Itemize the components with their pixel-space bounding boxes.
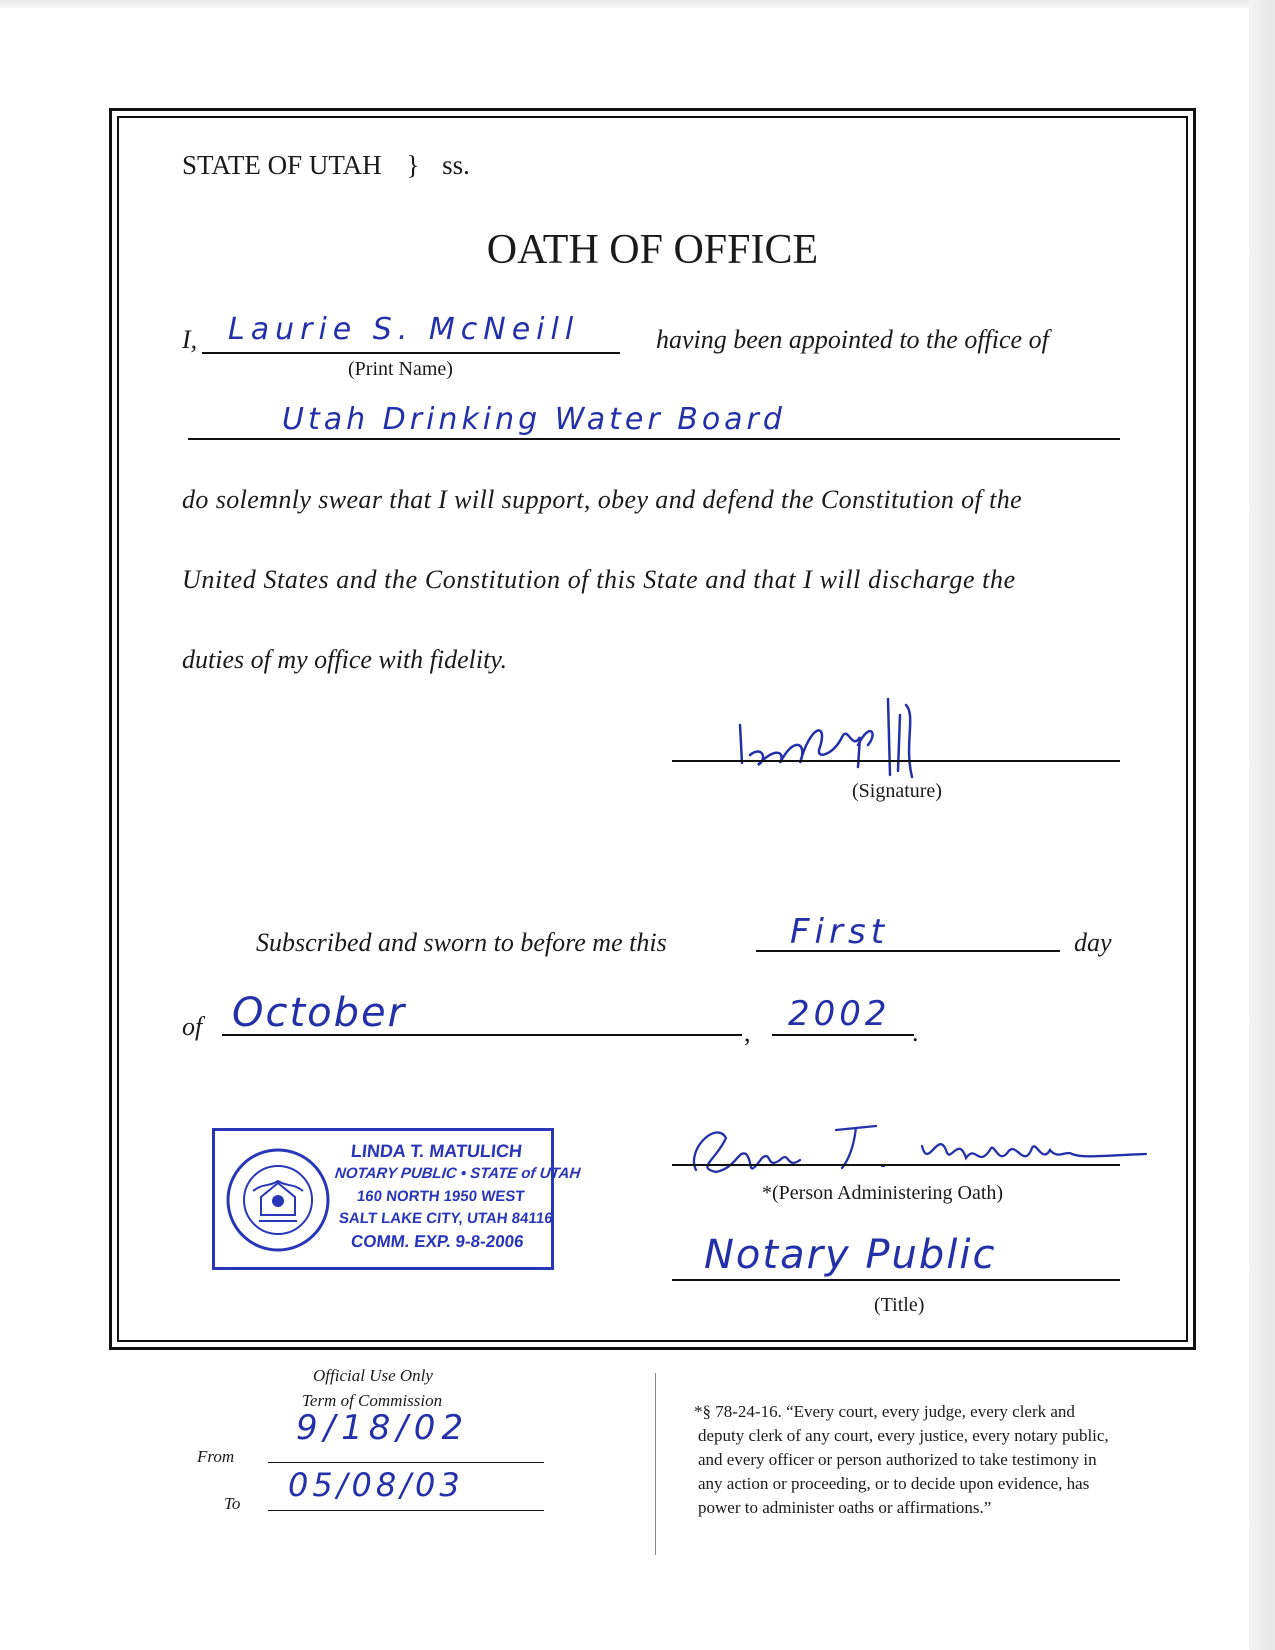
footnote-line-2: deputy clerk of any court, every justice, every notary public, [698,1426,1109,1445]
oath-body-line-2: United States and the Constitution of this State and that I will discharge the [182,565,1016,594]
brace: } [406,150,420,180]
oath-body-line-1: do solemnly swear that I will support, obey and defend the Constitution of the [182,485,1023,514]
title-value: Notary Public [704,1232,997,1278]
sworn-text: Subscribed and sworn to before me this [256,928,667,957]
from-value: 9/18/02 [296,1408,470,1448]
year-line [772,1034,914,1036]
ss-label: ss. [442,150,470,180]
footer-divider [655,1373,656,1555]
footnote-line-4: any action or proceeding, or to decide upon evidence, has [698,1474,1090,1493]
oath-signature [728,685,968,780]
scan-top-edge [0,0,1275,8]
day-value: First [790,912,890,952]
stamp-title: NOTARY PUBLIC • STATE of UTAH [334,1165,582,1182]
from-label: From [197,1447,235,1466]
administrator-line [672,1164,1120,1166]
of-word: of [182,1012,203,1041]
stamp-address-2: SALT LAKE CITY, UTAH 84116 [338,1210,554,1227]
footnote-line-1: *§ 78-24-16. “Every court, every judge, every clerk and [694,1402,1075,1421]
oath-body-line-3: duties of my office with fidelity. [182,645,507,674]
administrator-signature [676,1110,1176,1190]
state-name: STATE OF UTAH [182,150,382,180]
i-prefix: I, [182,325,198,354]
title-label: (Title) [874,1294,925,1316]
from-line [268,1462,544,1463]
name-line [202,352,620,354]
signature-label: (Signature) [852,780,942,802]
appointed-text: having been appointed to the office of [656,325,1049,354]
to-label: To [224,1494,241,1513]
stamp-commission: COMM. EXP. 9-8-2006 [350,1232,525,1251]
footnote-line-3: and every officer or person authorized to take testimony in [698,1450,1097,1469]
office-line [188,438,1120,440]
stamp-name: LINDA T. MATULICH [350,1141,524,1161]
title-line [672,1279,1120,1281]
to-value: 05/08/03 [288,1466,464,1504]
month-value: October [232,990,407,1036]
to-line [268,1510,544,1511]
office-value: Utah Drinking Water Board [282,402,786,437]
state-heading [182,150,470,181]
year-value: 2002 [788,994,891,1034]
stamp-address-1: 160 NORTH 1950 WEST [356,1188,526,1205]
name-value: Laurie S. McNeill [228,312,580,347]
day-word: day [1074,928,1112,957]
signature-line [672,760,1120,762]
print-name-label: (Print Name) [348,358,453,380]
state-seal-icon [223,1145,333,1255]
page-title: OATH OF OFFICE [486,227,819,273]
term-of-commission-heading: Term of Commission [302,1391,443,1410]
notary-stamp [212,1128,582,1270]
official-use-heading: Official Use Only [313,1366,433,1385]
administrator-label: *(Person Administering Oath) [762,1182,1004,1204]
month-comma: , [744,1018,751,1047]
year-period: . [912,1018,919,1047]
footnote-line-5: power to administer oaths or affirmations.” [698,1498,992,1517]
